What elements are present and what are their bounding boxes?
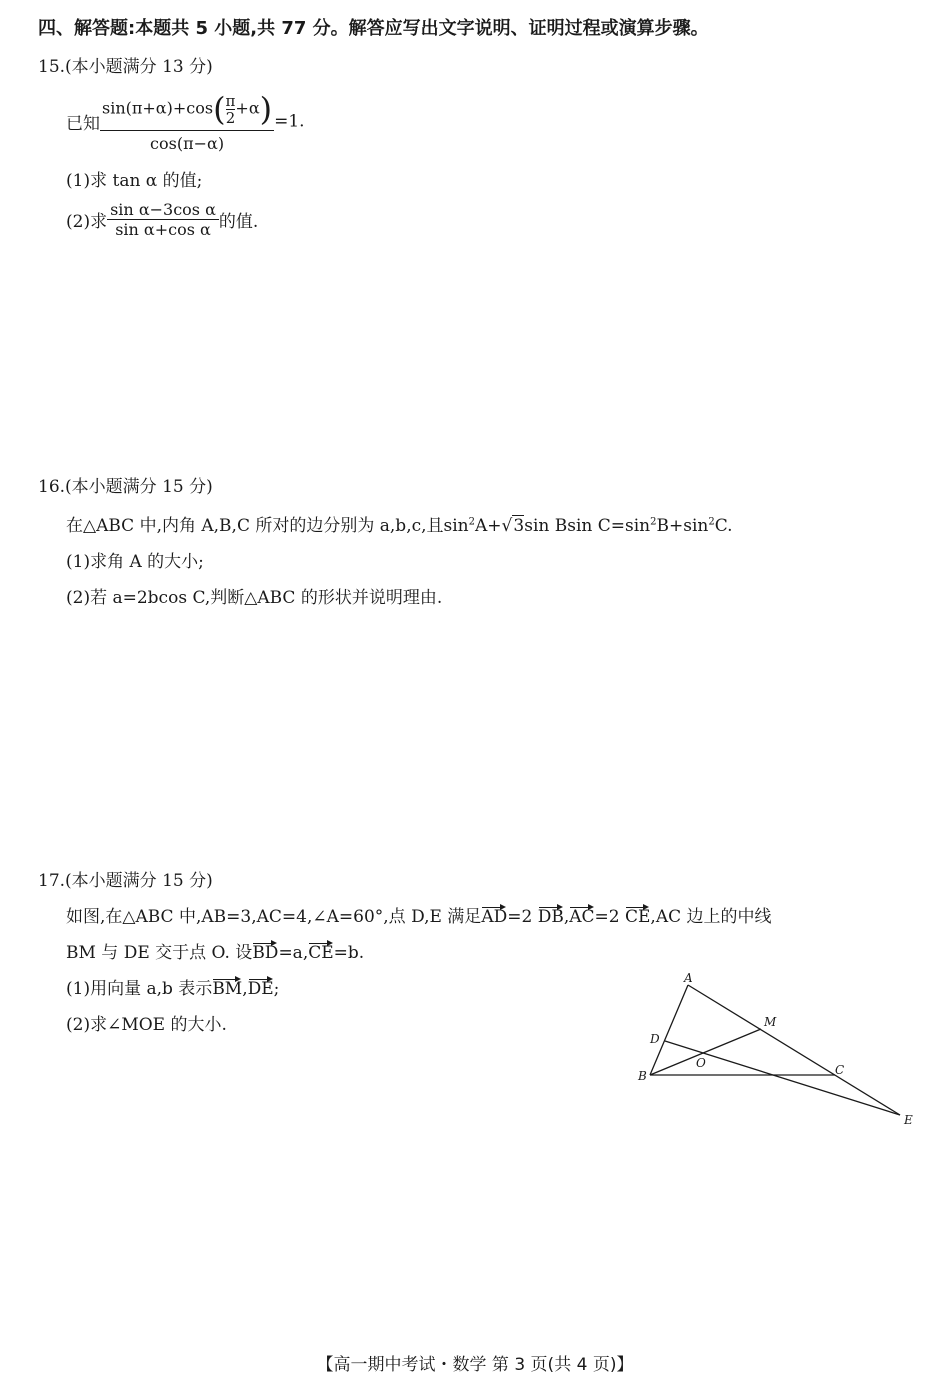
q17-eq2-b: =2 xyxy=(594,907,620,927)
q15-pi-over-2 xyxy=(226,93,236,126)
q16-heading: 16.(本小题满分 15 分) xyxy=(38,477,213,497)
q16-stem-e: C. xyxy=(714,516,733,536)
q15-equals: =1. xyxy=(274,111,305,132)
q17-stem1-b: ,AC 边上的中线 xyxy=(650,907,772,927)
q17-stem2-a: BM 与 DE 交于点 O. 设 xyxy=(66,943,253,963)
q16-stem-a: 在△ABC 中,内角 A,B,C 所对的边分别为 a,b,c,且sin xyxy=(66,516,469,536)
q15-given xyxy=(66,90,305,153)
vector-DE: DE xyxy=(247,979,274,999)
q15-two: 2 xyxy=(225,108,236,127)
label-M: M xyxy=(764,1015,777,1029)
q15-num-text: sin(π+α)+cos xyxy=(102,98,214,118)
q15-main-numerator: sin(π+α)+cos( $\frac{\pi}{2}$ +α) xyxy=(100,90,274,131)
label-A: A xyxy=(684,971,693,985)
q17-stem-line2 xyxy=(66,938,364,963)
q17-stem1-a: 如图,在△ABC 中,AB=3,AC=4,∠A=60°,点 D,E 满足 xyxy=(66,907,482,927)
segment-AE xyxy=(688,985,900,1115)
q16-sq-2: 2 xyxy=(650,516,657,528)
q15-part2-fraction xyxy=(107,200,219,239)
vector-CE: CE xyxy=(625,907,651,927)
q17-eq-a: =a, xyxy=(278,943,309,963)
q17-part2: (2)求∠MOE 的大小. xyxy=(66,1015,227,1035)
q16-sq-3: 2 xyxy=(708,516,715,528)
vector-BM: BM xyxy=(212,979,243,999)
label-O: O xyxy=(696,1056,706,1070)
vector-CE-2: CE xyxy=(308,943,334,963)
q15-main-fraction xyxy=(100,90,274,153)
q16-stem-b: A+ xyxy=(475,516,502,536)
label-C: C xyxy=(835,1063,845,1077)
q17-part1-suffix: ; xyxy=(273,979,280,999)
q16-sq-1: 2 xyxy=(468,516,476,528)
q15-part2-suffix: 的值. xyxy=(218,212,259,232)
q16-part2: (2)若 a=2bcos C,判断△ABC 的形状并说明理由. xyxy=(66,588,443,608)
q15-heading: 15.(本小题满分 13 分) xyxy=(38,57,213,77)
vector-AC: AC xyxy=(569,907,595,927)
q16-part1: (1)求角 A 的大小; xyxy=(66,552,204,572)
triangle-figure xyxy=(630,965,930,1130)
q16-sqrt3: 3 xyxy=(513,516,525,536)
page-footer: 【高一期中考试・数学 第 3 页(共 4 页)】 xyxy=(316,1355,634,1375)
q15-part2-numerator: sin α−3cos α xyxy=(107,200,219,220)
q15-part2 xyxy=(66,200,258,239)
q17-comma: , xyxy=(563,907,570,927)
q17-part1 xyxy=(66,974,279,999)
q17-part1-comma: , xyxy=(242,979,248,999)
q16-stem-d: B+sin xyxy=(656,516,709,536)
q16-stem-c: sin Bsin C=sin xyxy=(524,516,651,536)
q15-main-denominator: cos(π−α) xyxy=(150,134,225,153)
vector-AD: AD xyxy=(481,907,508,927)
vector-DB: DB xyxy=(537,907,564,927)
q15-plus-alpha: +α xyxy=(235,98,260,118)
q15-part1: (1)求 tan α 的值; xyxy=(66,171,203,191)
label-D: D xyxy=(650,1032,660,1046)
q15-part2-denominator: sin α+cos α xyxy=(115,220,211,239)
segment-DE xyxy=(665,1041,900,1115)
q17-heading: 17.(本小题满分 15 分) xyxy=(38,871,213,891)
q16-stem: 在△ABC 中,内角 A,B,C 所对的边分别为 a,b,c,且$\sin^2A+√3\sin$ Bsin $C=\sin^2B+\sin^2C$. xyxy=(66,516,733,536)
q17-stem-line1 xyxy=(66,902,772,927)
label-B: B xyxy=(638,1069,647,1083)
q15-pi: π xyxy=(225,91,236,110)
q15-part2-prefix: (2)求 xyxy=(66,212,108,232)
q17-part1-prefix: (1)用向量 a,b 表示 xyxy=(66,979,213,999)
vector-BD: BD xyxy=(252,943,279,963)
label-E: E xyxy=(904,1113,913,1127)
q17-eq-b: =b. xyxy=(333,943,365,963)
q17-eq2-a: =2 xyxy=(507,907,533,927)
section-title: 四、解答题:本题共 5 小题,共 77 分。解答应写出文字说明、证明过程或演算步骤。 xyxy=(38,18,709,39)
q15-given-prefix: 已知 xyxy=(66,114,100,134)
